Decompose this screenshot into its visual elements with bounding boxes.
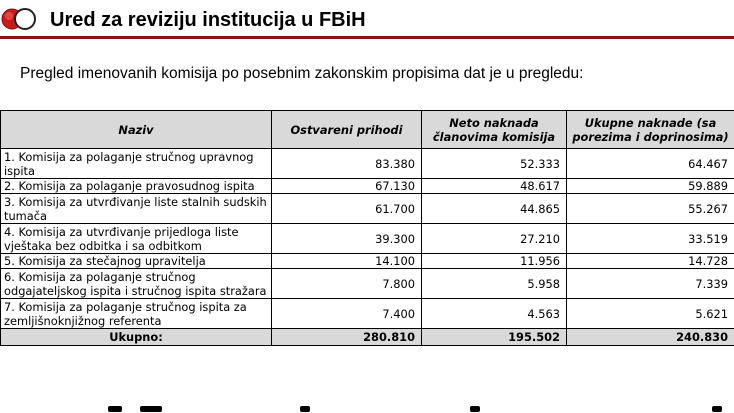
row-income: 83.380 [272, 149, 422, 179]
cropped-next-line [0, 401, 734, 413]
row-net: 11.956 [422, 254, 567, 269]
row-net: 52.333 [422, 149, 567, 179]
double-circle-logo-icon [0, 6, 48, 32]
row-net: 27.210 [422, 224, 567, 254]
total-total: 240.830 [567, 329, 734, 346]
table-row [1, 179, 734, 194]
row-income: 7.800 [272, 269, 422, 299]
header-divider [0, 36, 734, 39]
text-fragment [300, 406, 310, 412]
row-total: 7.339 [567, 269, 734, 299]
row-income: 7.400 [272, 299, 422, 329]
column-header-name: Naziv [1, 111, 272, 149]
row-total: 14.728 [567, 254, 734, 269]
table-row [1, 269, 734, 299]
table-total-row [1, 329, 734, 346]
table-row [1, 224, 734, 254]
table-header-row [1, 111, 734, 149]
total-net: 195.502 [422, 329, 567, 346]
text-fragment [470, 406, 480, 412]
total-label: Ukupno: [1, 329, 272, 346]
row-income: 61.700 [272, 194, 422, 224]
text-fragment [108, 406, 122, 412]
row-total: 64.467 [567, 149, 734, 179]
row-name: 5. Komisija za stečajnog upravitelja [1, 254, 272, 269]
page-title: Ured za reviziju institucija u FBiH [50, 9, 366, 31]
row-name: 7. Komisija za polaganje stručnog ispita za zemljišnoknjižnog referenta [1, 299, 272, 329]
table-row [1, 299, 734, 329]
column-header-net: Neto naknada članovima komisija [422, 111, 567, 149]
row-total: 59.889 [567, 179, 734, 194]
row-name: 1. Komisija za polaganje stručnog upravnog ispita [1, 149, 272, 179]
row-income: 67.130 [272, 179, 422, 194]
row-net: 5.958 [422, 269, 567, 299]
total-income: 280.810 [272, 329, 422, 346]
row-total: 5.621 [567, 299, 734, 329]
table-row [1, 254, 734, 269]
column-header-income: Ostvareni prihodi [272, 111, 422, 149]
row-total: 55.267 [567, 194, 734, 224]
row-name: 6. Komisija za polaganje stručnog odgajateljskog ispita i stručnog ispita stražara [1, 269, 272, 299]
page-header [0, 0, 734, 40]
column-header-total: Ukupne naknade (sa porezima i doprinosima) [567, 111, 734, 149]
row-income: 14.100 [272, 254, 422, 269]
row-net: 44.865 [422, 194, 567, 224]
row-name: 2. Komisija za polaganje pravosudnog ispita [1, 179, 272, 194]
table-row [1, 149, 734, 179]
row-name: 4. Komisija za utvrđivanje prijedloga liste vještaka bez odbitka i sa odbitkom [1, 224, 272, 254]
text-fragment [140, 406, 162, 412]
text-fragment [712, 406, 722, 412]
row-net: 48.617 [422, 179, 567, 194]
intro-text: Pregled imenovanih komisija po posebnim zakonskim propisima dat je u pregledu: [20, 65, 584, 82]
row-income: 39.300 [272, 224, 422, 254]
commissions-table [0, 110, 734, 346]
row-net: 4.563 [422, 299, 567, 329]
table-row [1, 194, 734, 224]
row-total: 33.519 [567, 224, 734, 254]
row-name: 3. Komisija za utvrđivanje liste stalnih sudskih tumača [1, 194, 272, 224]
